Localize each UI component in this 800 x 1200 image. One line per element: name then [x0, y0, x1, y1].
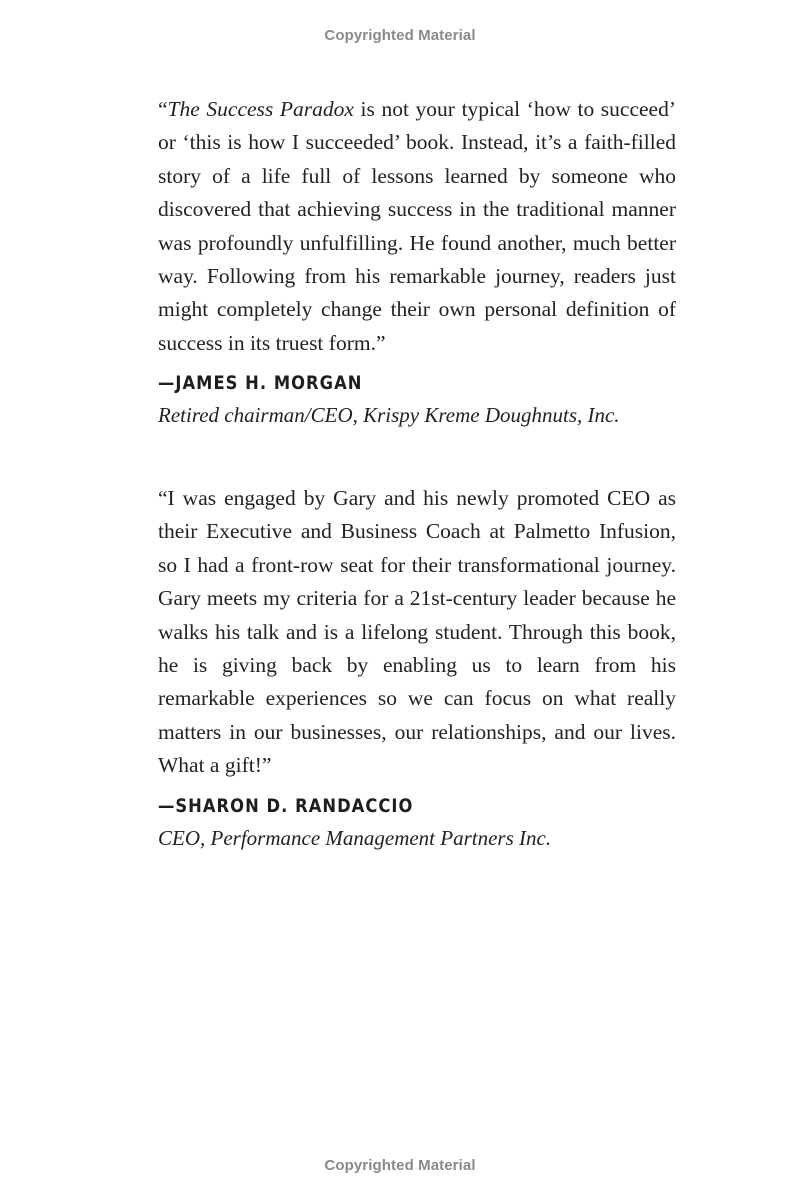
quote-text: is not your typical ‘how to succeed’ or ‘this is how I succeeded’ book. Instead, it’s a faith-filled story of a life full of lessons learned by someone who discovered that achieving success in the traditional manner was profoundly unfulfilling. He found another, much better way. Following from his remarkable journey, readers just might completely change their own personal definition of success in its truest form.” [158, 97, 676, 355]
endorsement-quote [158, 93, 676, 360]
endorsement-morgan [158, 93, 676, 429]
copyright-watermark-top: Copyrighted Material [324, 27, 476, 44]
quote-open-mark: “ [158, 97, 168, 121]
endorsement-author: —JAMES H. MORGAN [158, 372, 363, 395]
copyright-watermark-bottom: Copyrighted Material [324, 1157, 476, 1174]
book-title: The Success Paradox [167, 97, 354, 121]
endorsement-quote [158, 482, 676, 783]
endorsement-affiliation: CEO, Performance Management Partners Inc. [158, 825, 552, 850]
endorsement-affiliation: Retired chairman/CEO, Krispy Kreme Doughnuts, Inc. [158, 403, 620, 428]
quote-text: “I was engaged by Gary and his newly promoted CEO as their Executive and Business Coach at Palmetto Infusion, so I had a front-row seat for their transformational journey. Gary meets my criteria for a 21st-century leader because he walks his talk and is a lifelong student. Through this book, he is giving back by enabling us to learn from his remarkable experiences so we can focus on what really matters in our businesses, our relationships, and our lives. What a gift!” [158, 486, 676, 778]
endorsement-author: —SHARON D. RANDACCIO [158, 794, 414, 817]
endorsement-randaccio [158, 482, 676, 852]
